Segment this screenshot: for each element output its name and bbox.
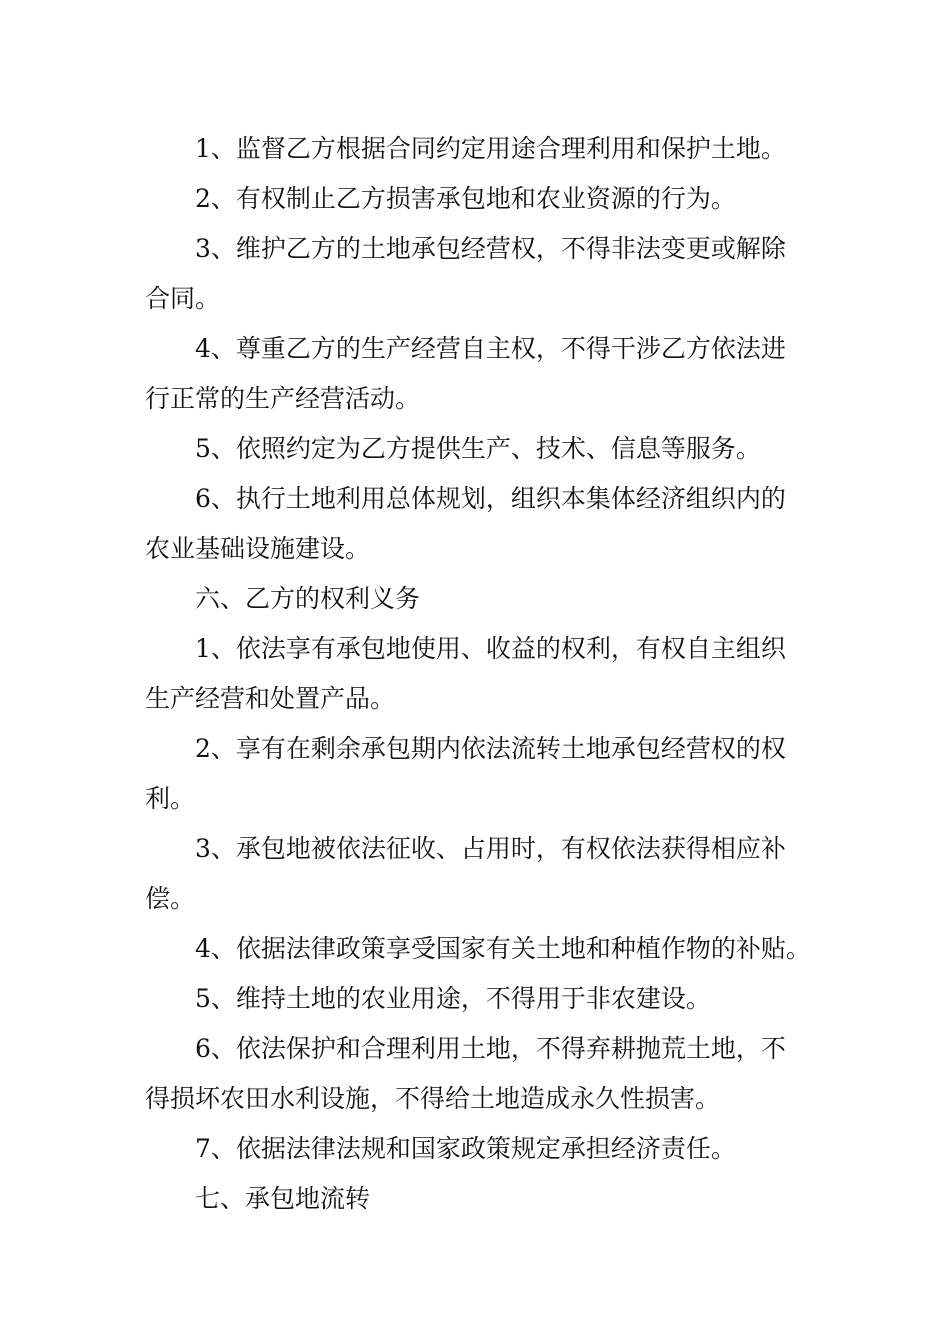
text-line: 3、维护乙方的土地承包经营权，不得非法变更或解除 (195, 234, 786, 263)
text-line: 利。 (145, 784, 196, 813)
section-heading: 六、乙方的权利义务 (195, 584, 421, 613)
text-line: 得损坏农田水利设施，不得给土地造成永久性损害。 (145, 1084, 721, 1113)
text-line: 5、依照约定为乙方提供生产、技术、信息等服务。 (195, 434, 761, 463)
text-line: 行正常的生产经营活动。 (145, 384, 421, 413)
text-line: 5、维持土地的农业用途，不得用于非农建设。 (195, 984, 711, 1013)
text-line: 农业基础设施建设。 (145, 534, 371, 563)
section-heading: 七、承包地流转 (195, 1184, 371, 1213)
text-line: 6、依法保护和合理利用土地，不得弃耕抛荒土地，不 (195, 1034, 786, 1063)
text-line: 2、享有在剩余承包期内依法流转土地承包经营权的权 (195, 734, 786, 763)
document-body (145, 124, 810, 1224)
text-line: 偿。 (145, 884, 196, 913)
text-line: 合同。 (145, 284, 221, 313)
text-line: 7、依据法律法规和国家政策规定承担经济责任。 (195, 1134, 736, 1163)
text-line: 2、有权制止乙方损害承包地和农业资源的行为。 (195, 184, 736, 213)
text-line: 3、承包地被依法征收、占用时，有权依法获得相应补 (195, 834, 786, 863)
text-line: 1、监督乙方根据合同约定用途合理利用和保护土地。 (195, 134, 786, 163)
text-line: 生产经营和处置产品。 (145, 684, 396, 713)
text-line: 6、执行土地利用总体规划，组织本集体经济组织内的 (195, 484, 786, 513)
text-line: 1、依法享有承包地使用、收益的权利，有权自主组织 (195, 634, 786, 663)
text-line: 4、依据法律政策享受国家有关土地和种植作物的补贴。 (195, 934, 811, 963)
text-line: 4、尊重乙方的生产经营自主权，不得干涉乙方依法进 (195, 334, 786, 363)
